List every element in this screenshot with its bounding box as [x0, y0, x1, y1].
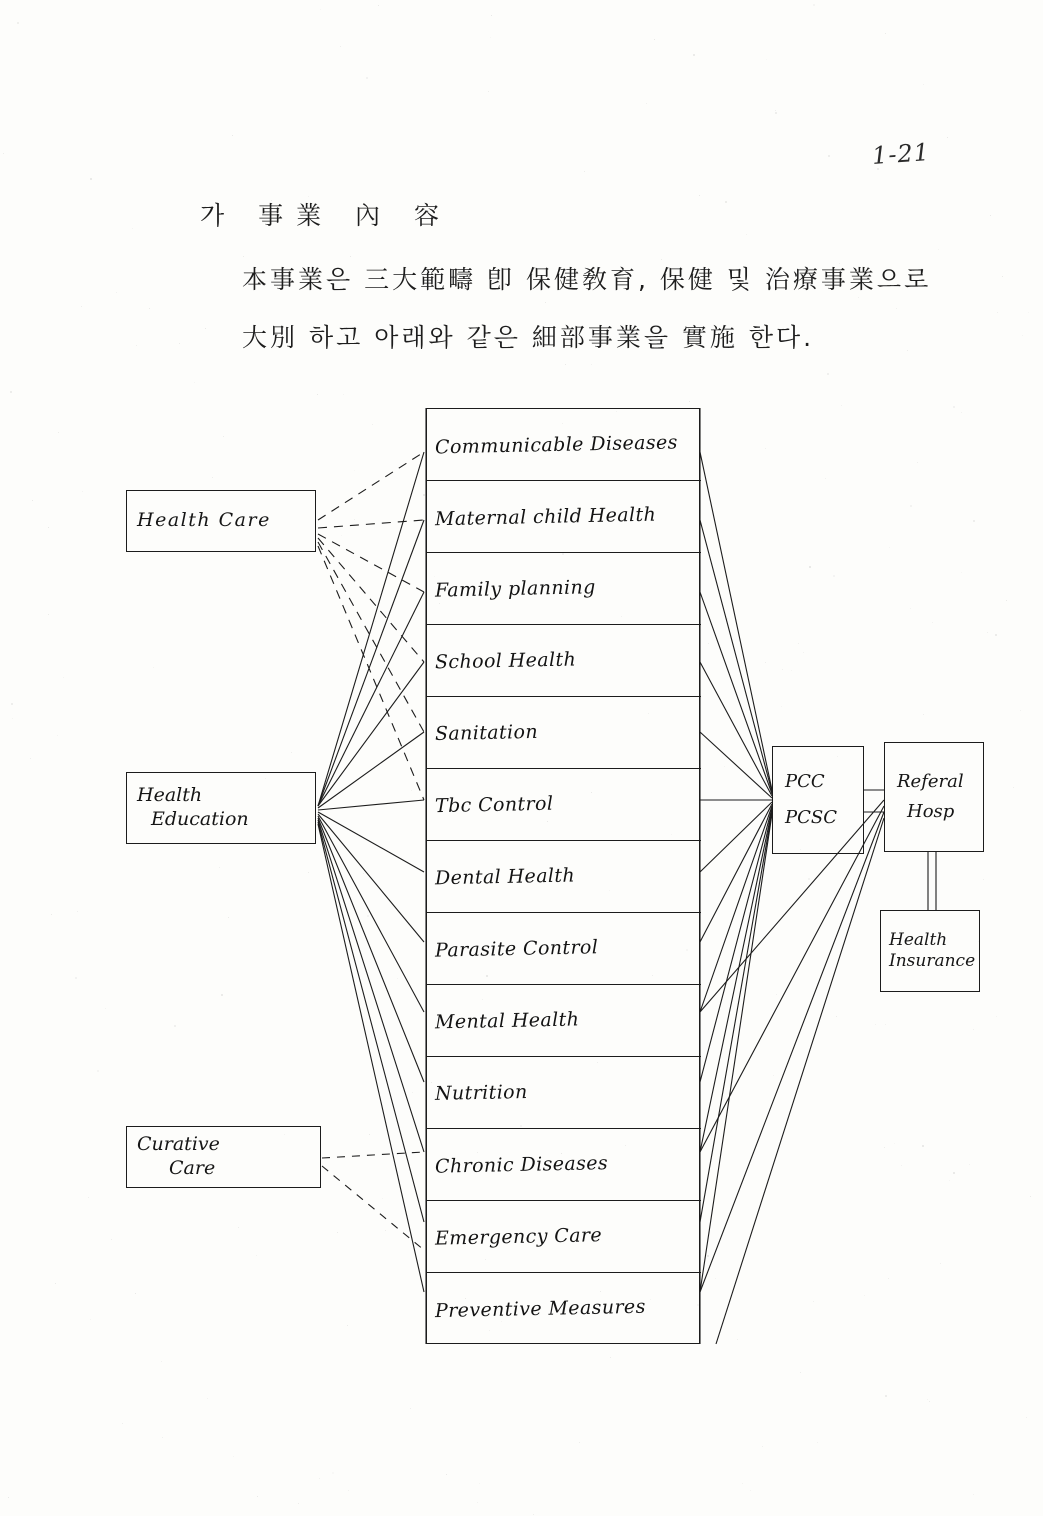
section-heading: 가 事業 內 容	[200, 201, 452, 230]
node-label: Education	[151, 808, 249, 830]
node-health-insurance[interactable]	[880, 910, 980, 992]
service-item[interactable]: Chronic Diseases	[427, 1129, 701, 1201]
service-item[interactable]: Tbc Control	[427, 769, 701, 841]
service-list-column	[426, 408, 700, 1344]
service-item[interactable]: Emergency Care	[427, 1201, 701, 1273]
node-label: Curative	[137, 1133, 220, 1156]
node-referral-hospital[interactable]	[884, 742, 984, 852]
service-item[interactable]: Preventive Measures	[434, 1295, 646, 1323]
node-label: Care	[169, 1157, 216, 1179]
service-item[interactable]: Sanitation	[427, 697, 701, 769]
node-label: PCC	[785, 770, 825, 792]
service-item[interactable]: Parasite Control	[427, 913, 701, 985]
node-label: Insurance	[889, 951, 976, 971]
node-label: Health Care	[137, 509, 271, 532]
node-health-education[interactable]	[126, 772, 316, 844]
node-label: Referal	[897, 770, 964, 792]
service-item[interactable]: Nutrition	[427, 1057, 701, 1129]
node-pcc-pcsc[interactable]	[772, 746, 864, 854]
service-item[interactable]: Communicable Diseases	[427, 409, 701, 481]
node-label: Health	[137, 784, 203, 807]
service-item[interactable]: School Health	[427, 625, 701, 697]
service-item[interactable]: Dental Health	[427, 841, 701, 913]
paragraph-line-1: 本事業은 三大範疇 卽 保健敎育, 保健 및 治療事業으로	[242, 265, 932, 294]
node-label: PCSC	[785, 807, 837, 828]
node-curative-care[interactable]	[126, 1126, 321, 1188]
service-item[interactable]: Family planning	[427, 553, 701, 625]
paragraph-line-2: 大別 하고 아래와 같은 細部事業을 實施 한다.	[242, 323, 815, 352]
node-label: Hosp	[907, 801, 955, 822]
page-number: 1-21	[871, 138, 931, 170]
node-label: Health	[889, 929, 948, 950]
node-health-care[interactable]	[126, 490, 316, 552]
service-item[interactable]: Mental Health	[427, 985, 701, 1057]
service-item[interactable]: Maternal child Health	[427, 481, 701, 553]
